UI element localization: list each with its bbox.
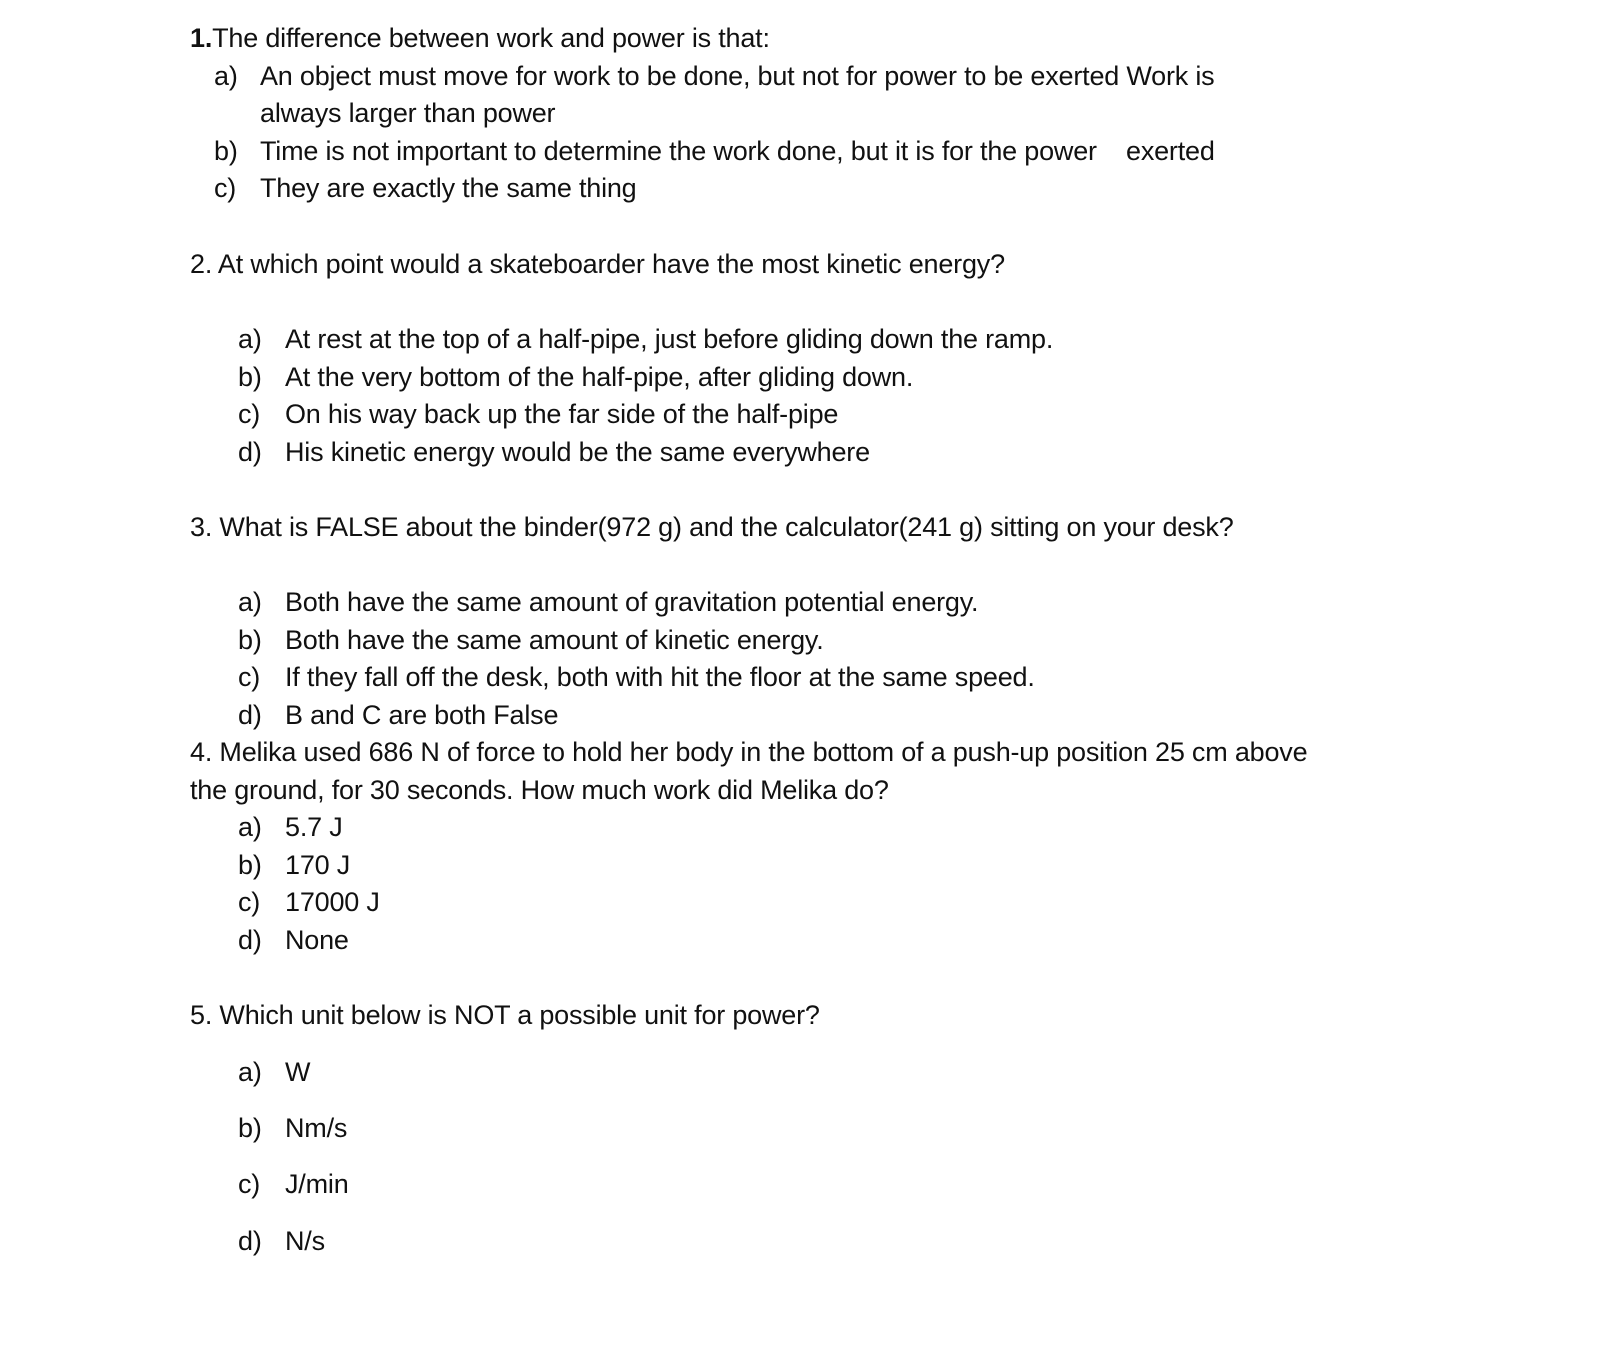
option-label: a) — [214, 61, 238, 91]
question-1-text: The difference between work and power is that: — [212, 23, 770, 53]
option-label: a) — [238, 812, 262, 842]
option-label: a) — [238, 587, 262, 617]
option-text: N/s — [285, 1226, 325, 1256]
option-label: c) — [238, 1169, 261, 1199]
option-text: If they fall off the desk, both with hit the floor at the same speed. — [285, 662, 1035, 692]
option-text: W — [285, 1057, 311, 1087]
option-text-continuation: always larger than power — [260, 98, 556, 128]
option-label: d) — [238, 1226, 262, 1256]
option-text: On his way back up the far side of the half-pipe — [285, 399, 839, 429]
option-text: Both have the same amount of kinetic energy. — [285, 625, 824, 655]
option-label: c) — [238, 399, 261, 429]
option-label: b) — [238, 625, 262, 655]
option-text: 170 J — [285, 850, 351, 880]
option-label: a) — [238, 1057, 262, 1087]
option-label: a) — [238, 324, 262, 354]
question-2-stem: 2. At which point would a skateboarder have the most kinetic energy? — [190, 249, 1005, 279]
option-label: b) — [214, 136, 238, 166]
question-4-stem-continuation: the ground, for 30 seconds. How much work did Melika do? — [190, 775, 889, 805]
question-4-stem: 4. Melika used 686 N of force to hold her body in the bottom of a push-up position 25 cm above — [190, 737, 1308, 767]
option-label: b) — [238, 1113, 262, 1143]
question-1-number: 1. — [190, 23, 213, 53]
option-label: c) — [238, 662, 261, 692]
option-text: His kinetic energy would be the same everywhere — [285, 437, 870, 467]
option-text: 17000 J — [285, 887, 380, 917]
option-text: They are exactly the same thing — [260, 173, 637, 203]
question-5-stem: 5. Which unit below is NOT a possible unit for power? — [190, 1000, 820, 1030]
option-label: c) — [214, 173, 237, 203]
option-text: J/min — [285, 1169, 349, 1199]
option-text: B and C are both False — [285, 700, 559, 730]
option-label: b) — [238, 850, 262, 880]
option-text: An object must move for work to be done, but not for power to be exerted Work is — [260, 61, 1215, 91]
option-label: d) — [238, 437, 262, 467]
option-text: Time is not important to determine the work done, but it is for the power exerted — [260, 136, 1215, 166]
option-label: b) — [238, 362, 262, 392]
question-3-stem: 3. What is FALSE about the binder(972 g) and the calculator(241 g) sitting on your desk? — [190, 512, 1234, 542]
option-text: Both have the same amount of gravitation potential energy. — [285, 587, 979, 617]
option-text: None — [285, 925, 349, 955]
option-text: At the very bottom of the half-pipe, after gliding down. — [285, 362, 914, 392]
option-text: 5.7 J — [285, 812, 343, 842]
option-label: d) — [238, 925, 262, 955]
option-text: At rest at the top of a half-pipe, just before gliding down the ramp. — [285, 324, 1054, 354]
option-label: c) — [238, 887, 261, 917]
option-text: Nm/s — [285, 1113, 348, 1143]
question-1-stem — [190, 22, 770, 54]
option-label: d) — [238, 700, 262, 730]
